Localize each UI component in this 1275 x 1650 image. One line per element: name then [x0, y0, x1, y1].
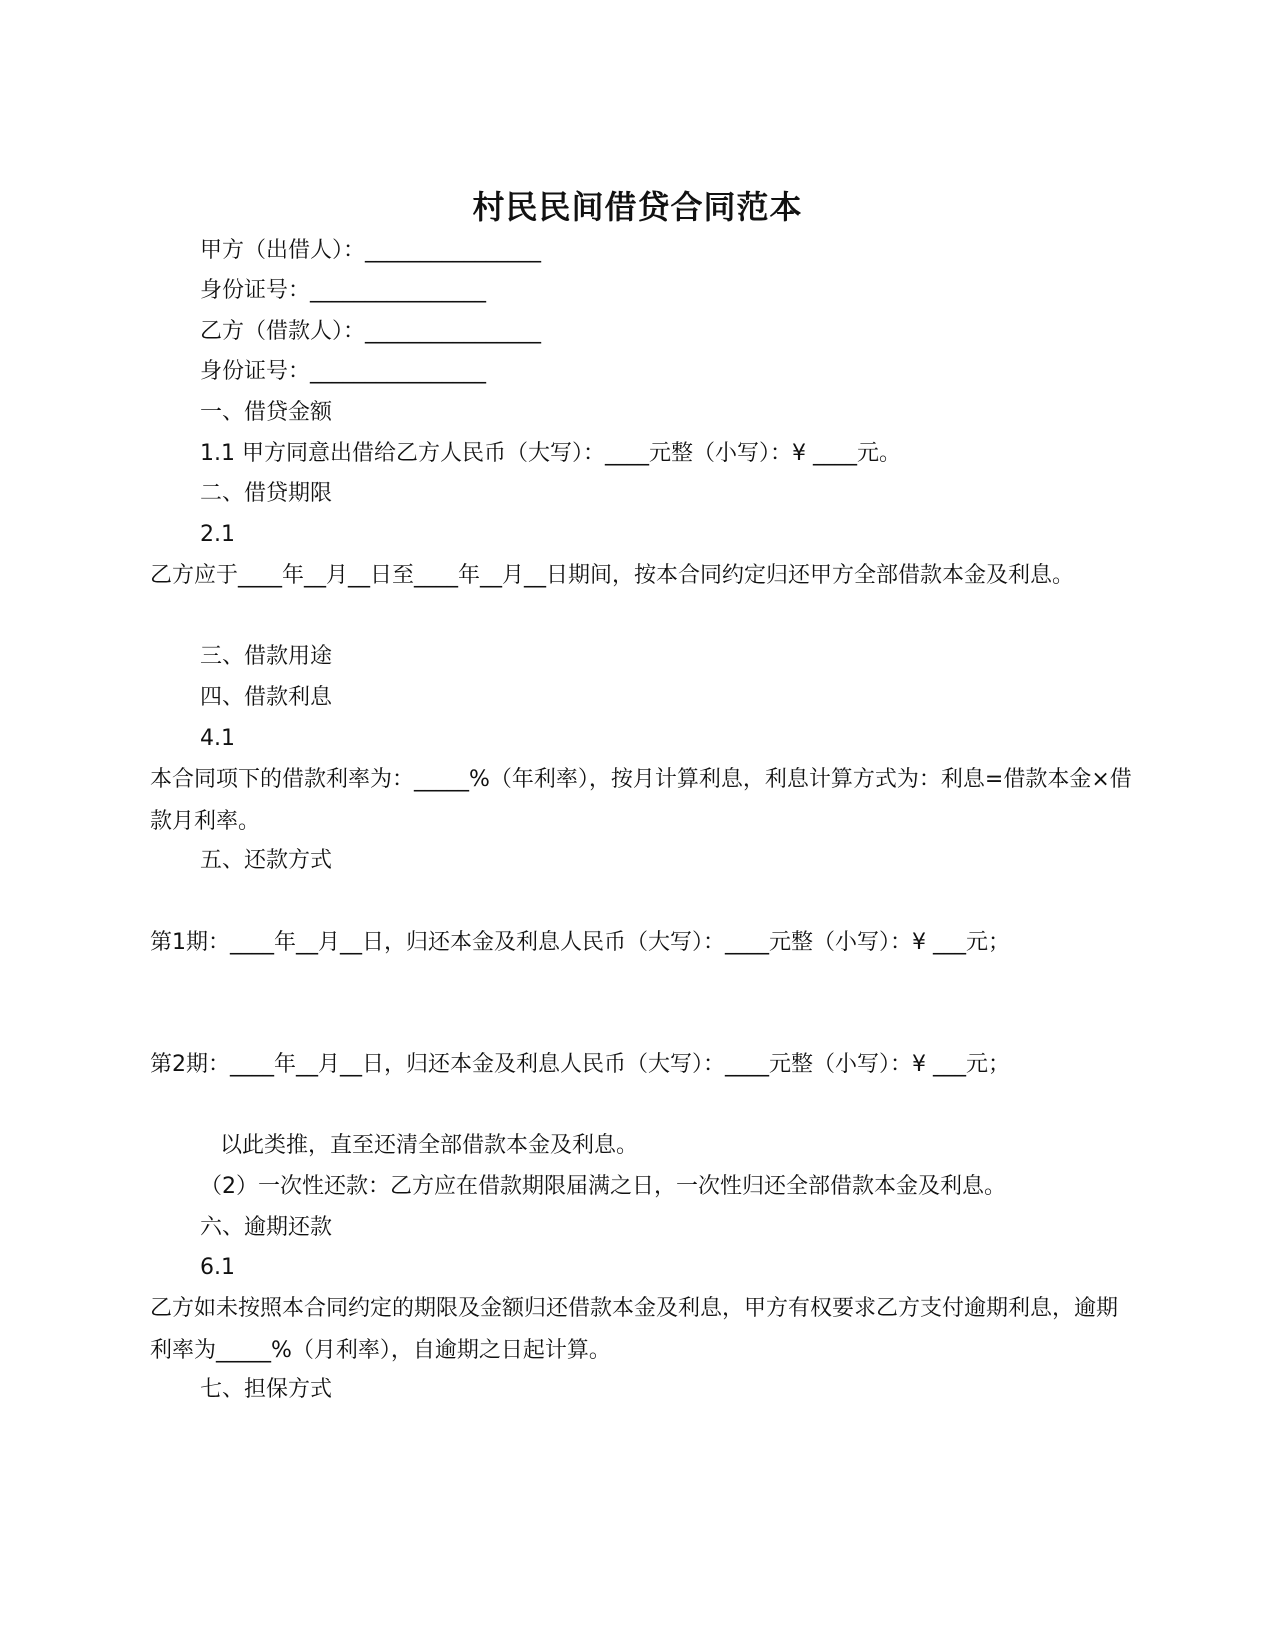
section-1-heading: 一、借贷金额	[200, 400, 333, 425]
clause-6-1-number: 6.1	[200, 1255, 235, 1280]
party-a-line: 甲方（出借人）：________________	[200, 238, 542, 263]
section-5-heading: 五、还款方式	[200, 848, 333, 873]
lump-sum-clause: （2）一次性还款：乙方应在借款期限届满之日，一次性归还全部借款本金及利息。	[200, 1174, 1006, 1199]
section-2-heading: 二、借贷期限	[200, 481, 333, 506]
party-a-id-line: 身份证号：________________	[200, 278, 487, 303]
section-3-heading: 三、借款用途	[200, 644, 333, 669]
repayment-period-2: 第2期：____年__月__日，归还本金及利息人民币（大写）：____元整（小写）：¥ ___元；	[150, 1052, 1010, 1077]
clause-2-1-number: 2.1	[200, 522, 235, 547]
repayment-period-1: 第1期：____年__月__日，归还本金及利息人民币（大写）：____元整（小写）：¥ ___元；	[150, 930, 1010, 955]
clause-1-1: 1.1 甲方同意出借给乙方人民币（大写）：____元整（小写）：¥ ____元。	[200, 441, 901, 466]
clause-4-1-text: 本合同项下的借款利率为：_____%（年利率），按月计算利息，利息计算方式为：利息=借款本金×借款月利率。	[150, 767, 1132, 834]
and-so-on-line: 以此类推，直至还清全部借款本金及利息。	[220, 1133, 639, 1158]
party-b-id-line: 身份证号：________________	[200, 359, 487, 384]
section-4-heading: 四、借款利息	[200, 685, 333, 710]
clause-2-1-text: 乙方应于____年__月__日至____年__月__日期间，按本合同约定归还甲方全部借款本金及利息。	[150, 563, 1075, 588]
section-7-heading: 七、担保方式	[200, 1377, 333, 1402]
section-6-heading: 六、逾期还款	[200, 1215, 333, 1240]
party-b-line: 乙方（借款人）：________________	[200, 319, 542, 344]
clause-6-1-text: 乙方如未按照本合同约定的期限及金额归还借款本金及利息，甲方有权要求乙方支付逾期利息，逾期利率为_____%（月利率），自逾期之日起计算。	[150, 1296, 1119, 1363]
clause-4-1-number: 4.1	[200, 726, 235, 751]
document-title: 村民民间借贷合同范本	[472, 188, 803, 226]
